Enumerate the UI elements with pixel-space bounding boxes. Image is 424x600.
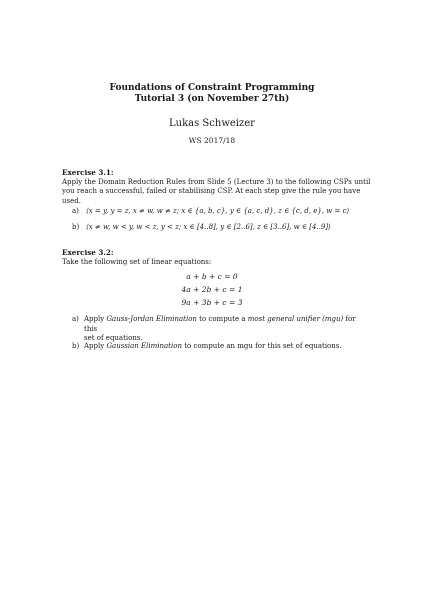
question-b-pre: Apply xyxy=(84,342,107,350)
question-label: b) xyxy=(72,342,80,350)
exercise-3-2 xyxy=(62,248,372,267)
question-a-mid: to compute a xyxy=(196,315,248,323)
csp-a: ⟨x = y, y = z, x ≠ w, w ≠ z; x ∈ {a, b, c}, y ∈ {a, c, d}, z ∈ {c, d, e}, w = c⟩ xyxy=(86,207,350,215)
question-a-method: Gauss-Jordan Elimination xyxy=(106,315,197,323)
exercise-3-1-intro-line2: you reach a successful, failed or stabilising CSP. At each step give the rule you have used. xyxy=(62,187,361,205)
course-title: Foundations of Constraint Programming xyxy=(109,83,315,93)
equation-2: 4a + 2b + c = 1 xyxy=(181,285,243,294)
exercise-3-2-intro: Take the following set of linear equations: xyxy=(62,257,212,266)
question-a-text xyxy=(84,315,364,344)
question-a-line2: set of equations. xyxy=(84,334,143,343)
csp-b: ⟨x ≠ w, w < y, w < z, y < z; x ∈ [4..8], y ∈ [2..6], z ∈ [3..6], w ∈ [4..9]⟩ xyxy=(86,223,331,231)
author-name: Lukas Schweizer xyxy=(169,118,255,129)
tutorial-title: Tutorial 3 (on November 27th) xyxy=(134,94,290,104)
equation-3: 9a + 3b + c = 3 xyxy=(181,298,243,307)
question-label: a) xyxy=(72,315,79,323)
question-b-method: Gaussian Elimination xyxy=(106,342,182,350)
item-label: b) xyxy=(72,223,80,231)
exercise-3-1 xyxy=(62,168,372,206)
question-b-post: to compute an mgu for this set of equations. xyxy=(181,342,342,350)
term-label: WS 2017/18 xyxy=(188,136,236,145)
question-a-pre: Apply xyxy=(84,315,107,323)
question-a-post: for this xyxy=(84,315,356,333)
exercise-3-1-heading: Exercise 3.1: xyxy=(62,168,114,177)
question-b-text xyxy=(84,342,364,352)
exercise-3-2-heading: Exercise 3.2: xyxy=(62,248,114,257)
question-a-term: most general unifier (mgu) xyxy=(247,315,344,323)
exercise-3-1-intro-line1: Apply the Domain Reduction Rules from Slide 5 (Lecture 3) to the following CSPs until xyxy=(62,177,371,186)
equation-1: a + b + c = 0 xyxy=(186,272,238,281)
item-label: a) xyxy=(72,207,79,215)
